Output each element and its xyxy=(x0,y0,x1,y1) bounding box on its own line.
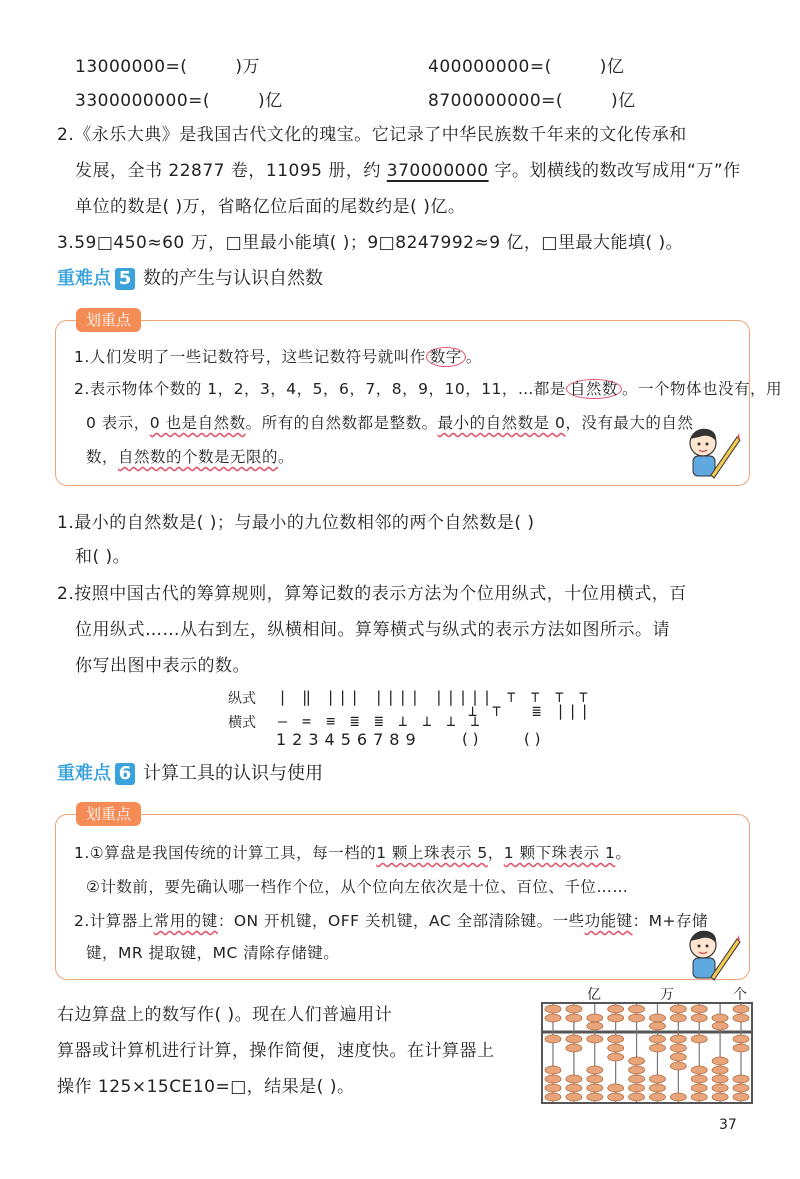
cartoon-boy-pencil-icon xyxy=(681,927,741,985)
question-2-line-2: 发展，全书 22877 卷，11095 册，约 370000000 字。划横线的数改写成用“万”作 xyxy=(75,161,741,181)
abacus-upper-bead xyxy=(608,1005,624,1013)
abacus-upper-bead xyxy=(587,1022,603,1030)
abacus-lower-bead xyxy=(608,1053,624,1061)
equation-2: 400000000=( )亿 xyxy=(428,57,625,77)
exercise-6-line-2: 算器或计算机进行计算，操作简便，速度快。在计算器上 xyxy=(57,1041,495,1061)
abacus-label-yi: 亿 xyxy=(587,987,601,1003)
exercise-5-q1-line-1: 1.最小的自然数是( )；与最小的九位数相邻的两个自然数是( ) xyxy=(57,513,535,533)
cartoon-boy-pencil-icon xyxy=(681,425,741,483)
rod-digits-row: 123456789 xyxy=(276,730,422,749)
abacus-lower-bead xyxy=(670,1044,686,1052)
equation-4: 8700000000=( )亿 xyxy=(428,91,636,111)
abacus-upper-bead xyxy=(733,1014,749,1022)
abacus-upper-bead xyxy=(670,1014,686,1022)
abacus-lower-bead xyxy=(587,1066,603,1074)
abacus-lower-bead xyxy=(545,1035,561,1043)
abacus-upper-bead xyxy=(545,1014,561,1022)
abacus-lower-bead xyxy=(691,1084,707,1092)
abacus-lower-bead xyxy=(670,1053,686,1061)
abacus-lower-bead xyxy=(566,1044,582,1052)
rod-answer-a: ( ) xyxy=(462,730,479,748)
rod-example-a: ⊥ ⊤ xyxy=(468,702,505,720)
rod-example-b: ≣ ||| xyxy=(532,702,593,720)
abacus-upper-bead xyxy=(566,1014,582,1022)
key-points-label: 划重点 xyxy=(76,308,141,332)
abacus-lower-bead xyxy=(649,1075,665,1083)
abacus-lower-bead xyxy=(629,1093,645,1101)
exercise-5-q2-line-2: 位用纵式……从右到左，纵横相间。算筹横式与纵式的表示方法如图所示。请 xyxy=(75,620,670,640)
abacus-lower-bead xyxy=(566,1093,582,1101)
abacus-lower-bead xyxy=(670,1093,686,1101)
abacus-lower-bead xyxy=(545,1093,561,1101)
abacus-lower-bead xyxy=(649,1084,665,1092)
abacus-lower-bead xyxy=(712,1093,728,1101)
equation-1: 13000000=( )万 xyxy=(75,57,261,77)
abacus-label-wan: 万 xyxy=(660,987,674,1003)
rod-label-horizontal: 横式 xyxy=(228,715,256,731)
abacus-lower-bead xyxy=(691,1075,707,1083)
abacus-lower-bead xyxy=(587,1084,603,1092)
abacus-lower-bead xyxy=(733,1084,749,1092)
abacus-lower-bead xyxy=(670,1035,686,1043)
rods-horizontal-row: — = ≡ ≣ ≣ ⊥ ⊥ ⊥ ⊥ xyxy=(278,712,483,730)
key-point-6-1: 1.①算盘是我国传统的计算工具，每一档的1 颗上珠表示 5，1 颗下珠表示 1。 xyxy=(74,844,632,862)
abacus-lower-bead xyxy=(733,1035,749,1043)
abacus-lower-bead xyxy=(608,1035,624,1043)
abacus-upper-bead xyxy=(712,1022,728,1030)
abacus-figure xyxy=(541,1002,753,1104)
exercise-6-line-1: 右边算盘上的数写作( )。现在人们普遍用计 xyxy=(57,1005,393,1025)
abacus-lower-bead xyxy=(712,1075,728,1083)
rod-label-vertical: 纵式 xyxy=(228,691,256,707)
key-point-1: 1.人们发明了一些记数符号，这些记数符号就叫作 数字 。 xyxy=(74,348,482,366)
abacus-lower-bead xyxy=(733,1044,749,1052)
abacus-lower-bead xyxy=(691,1093,707,1101)
abacus-upper-bead xyxy=(691,1005,707,1013)
abacus-upper-bead xyxy=(545,1005,561,1013)
abacus-lower-bead xyxy=(629,1075,645,1083)
abacus-lower-bead xyxy=(566,1035,582,1043)
abacus-lower-bead xyxy=(608,1084,624,1092)
underlined-number: 370000000 xyxy=(386,161,489,181)
key-point-6-2-line-1: 2.计算器上常用的键：ON 开机键，OFF 关机键，AC 全部清除键。一些功能键：M+存储 xyxy=(74,912,708,930)
exercise-5-q1-line-2: 和( )。 xyxy=(75,547,131,567)
abacus-lower-bead xyxy=(629,1066,645,1074)
equation-3: 3300000000=( )亿 xyxy=(75,91,283,111)
abacus-lower-bead xyxy=(566,1075,582,1083)
abacus-lower-bead xyxy=(691,1035,707,1043)
key-point-6-1b: ②计数前，要先确认哪一档作个位，从个位向左依次是十位、百位、千位…… xyxy=(86,878,629,896)
abacus-lower-bead xyxy=(629,1057,645,1065)
question-2-line-3: 单位的数是( )万，省略亿位后面的尾数约是( )亿。 xyxy=(75,197,466,217)
abacus-lower-bead xyxy=(733,1093,749,1101)
abacus-lower-bead xyxy=(587,1075,603,1083)
abacus-upper-bead xyxy=(712,1014,728,1022)
abacus-lower-bead xyxy=(670,1062,686,1070)
section-5-heading: 重难点 5 数的产生与认识自然数 xyxy=(57,268,323,289)
abacus-lower-bead xyxy=(712,1066,728,1074)
abacus-lower-bead xyxy=(649,1044,665,1052)
key-point-2-line-3: 数，自然数的个数是无限的。 xyxy=(86,448,295,466)
exercise-6-line-3: 操作 125×15CE10=□，结果是( )。 xyxy=(57,1077,355,1097)
abacus-upper-bead xyxy=(587,1014,603,1022)
abacus-lower-bead xyxy=(566,1084,582,1092)
abacus-lower-bead xyxy=(649,1093,665,1101)
abacus-upper-bead xyxy=(649,1014,665,1022)
key-point-2-line-1: 2.表示物体个数的 1，2，3，4，5，6，7，8，9，10，11，…都是 自然数 。一个物体也没有，用 xyxy=(74,380,782,398)
rods-vertical-row: | ‖ ||| |||| ||||| ⊤ ⊤ ⊤ ⊤ xyxy=(278,688,591,706)
question-2-line-1: 2.《永乐大典》是我国古代文化的瑰宝。它记录了中华民族数千年来的文化传承和 xyxy=(57,125,687,145)
abacus-lower-bead xyxy=(545,1066,561,1074)
abacus-lower-bead xyxy=(545,1075,561,1083)
page-number: 37 xyxy=(719,1117,737,1133)
abacus-lower-bead xyxy=(608,1044,624,1052)
abacus-lower-bead xyxy=(712,1084,728,1092)
abacus-upper-bead xyxy=(733,1005,749,1013)
question-3: 3.59□450≈60 万，□里最小能填( )；9□8247992≈9 亿，□里最大能填( )。 xyxy=(57,233,684,253)
abacus-lower-bead xyxy=(712,1057,728,1065)
abacus-lower-bead xyxy=(691,1066,707,1074)
abacus-lower-bead xyxy=(608,1093,624,1101)
key-points-label: 划重点 xyxy=(76,802,141,826)
abacus-lower-bead xyxy=(733,1075,749,1083)
exercise-5-q2-line-3: 你写出图中表示的数。 xyxy=(75,656,250,676)
abacus-upper-bead xyxy=(649,1022,665,1030)
abacus-lower-bead xyxy=(587,1093,603,1101)
abacus-lower-bead xyxy=(587,1035,603,1043)
exercise-5-q2-line-1: 2.按照中国古代的筹算规则，算筹记数的表示方法为个位用纵式，十位用横式，百 xyxy=(57,584,687,604)
key-point-6-2-line-2: 键，MR 提取键，MC 清除存储键。 xyxy=(86,944,340,962)
abacus-upper-bead xyxy=(566,1005,582,1013)
abacus-upper-bead xyxy=(691,1014,707,1022)
key-point-2-line-2: 0 表示，0 也是自然数。所有的自然数都是整数。最小的自然数是 0，没有最大的自然 xyxy=(86,414,694,432)
key-points-box-6 xyxy=(55,805,750,980)
section-6-heading: 重难点 6 计算工具的认识与使用 xyxy=(57,763,323,784)
key-points-box-5 xyxy=(55,311,782,486)
abacus-upper-bead xyxy=(629,1005,645,1013)
abacus-upper-bead xyxy=(608,1014,624,1022)
rod-answer-b: ( ) xyxy=(524,730,541,748)
abacus-upper-bead xyxy=(670,1005,686,1013)
abacus-lower-bead xyxy=(545,1084,561,1092)
abacus-upper-bead xyxy=(629,1014,645,1022)
abacus-lower-bead xyxy=(649,1035,665,1043)
abacus-lower-bead xyxy=(629,1084,645,1092)
abacus-label-ge: 个 xyxy=(733,987,747,1003)
